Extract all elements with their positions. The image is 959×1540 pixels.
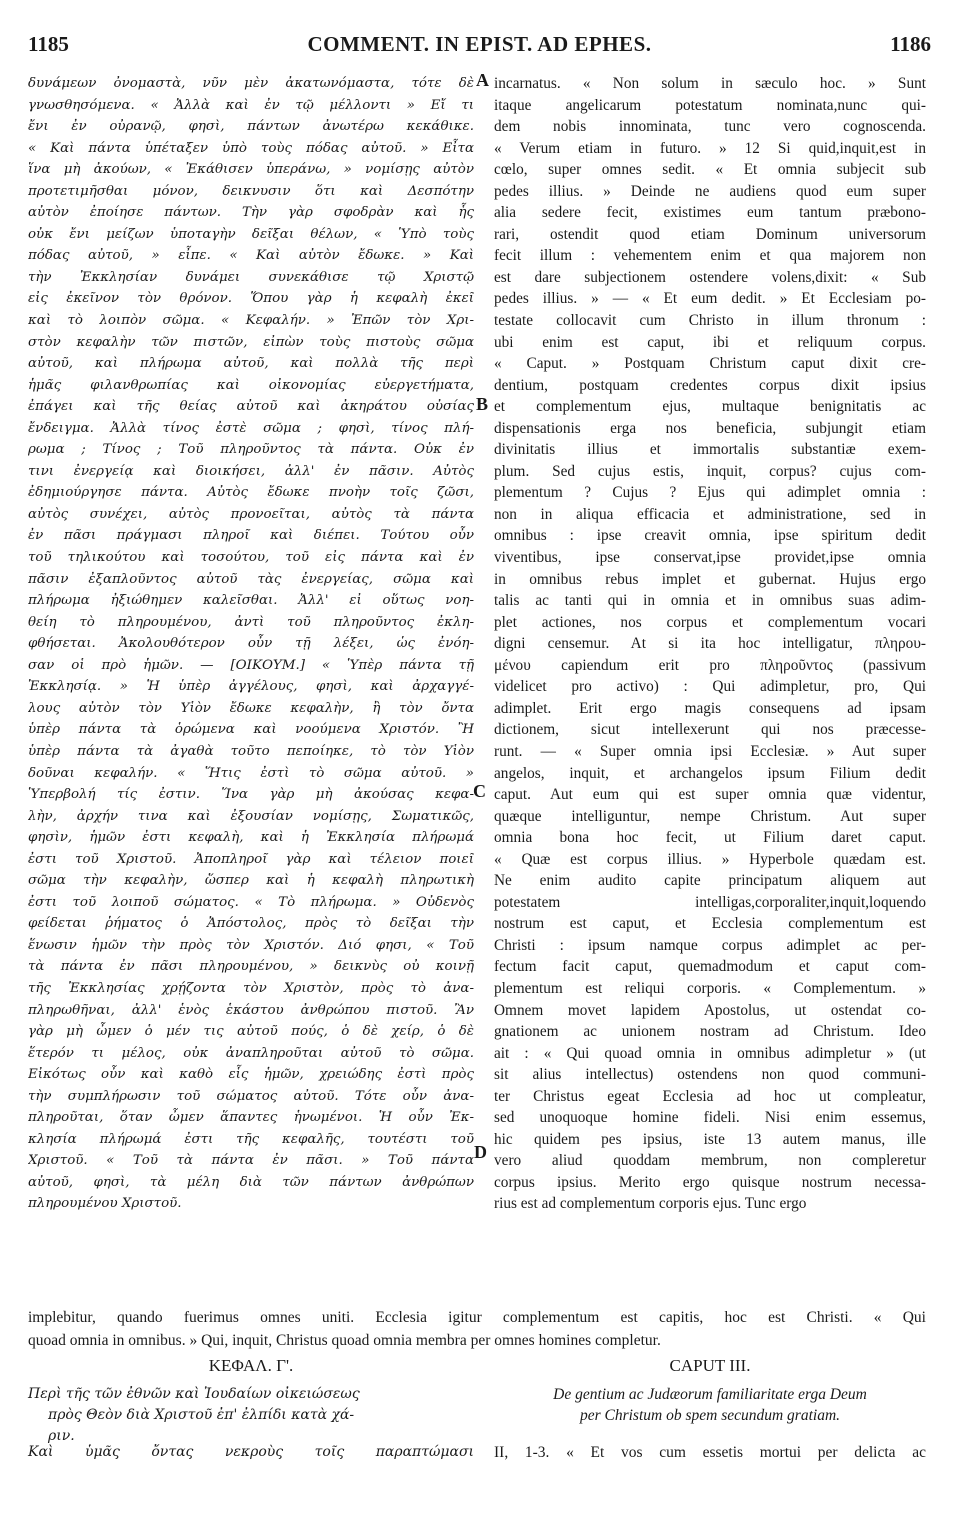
latin-text-line: runt. — « Super omnia ipsi Ecclesiæ. » Aut super <box>494 742 926 760</box>
full-width-line: implebitur, quando fuerimus omnes uniti. Ecclesia igitur complementum est capitis, hoc est Christi. « Qui <box>28 1309 926 1326</box>
latin-text-line: « Quæ est corpus illius. » Hyperbole quædam est. <box>494 850 926 868</box>
latin-text-line: dictionem, sicut intellexerunt qui nos præcesse- <box>494 721 926 739</box>
latin-text-line: Omnem movet lapidem Apostolus, ut ostendat co- <box>494 1001 926 1019</box>
greek-text-line: ἵνα μὴ ἀκούων, « Ἐκάθισεν ὑπεράνω, » νομίσῃς αὐτὸν <box>28 162 474 178</box>
greek-text-line: « Καὶ πάντα ὑπέταξεν ὑπὸ τοὺς πόδας αὐτοῦ. » Εἶτα <box>28 140 474 156</box>
latin-text-line: alia sedere fecit, existimes eum tantum præbono- <box>494 204 926 222</box>
latin-text-line: « Verum etiam in futuro. » 12 Si quid,inquit,est in <box>494 139 926 157</box>
greek-text-line: τὰ πάντα ἐν πᾶσι πληρουμένου, » δεικνὺς οὐ κοινῇ <box>28 959 474 975</box>
greek-text-line: λους αὐτὸν τὸν Υἱὸν ἔδωκε κεφαλὴν, ἢ τὸν ὄντα <box>28 700 474 716</box>
latin-text-line: plementum est reliqui corporis. « Complementum. » <box>494 979 926 997</box>
latin-text-line: viventibus, ipse conservat,ipse providet,ipse omnia <box>494 549 926 567</box>
greek-text-line: προτετιμῆσθαι μόνον, δεικνυσιν ὅτι καὶ Δεσπότην <box>28 183 474 199</box>
greek-text-line: πληροῦται, ὅταν ὦμεν ἅπαντες ἡνωμένοι. Ἡ οὖν Ἐκ- <box>28 1110 474 1126</box>
greek-text-line: ἐδημιούργησε πάντα. Αὐτὸς ἔδωκε πνοὴν τοῖς ζῶσι, <box>28 485 474 501</box>
greek-text-line: στὸν κεφαλὴν τῶν πιστῶν, εἰπὼν τοὺς πιστοὺς σῶμα <box>28 334 474 350</box>
greek-text-line: κλησία πλήρωμά ἐστι τῆς κεφαλῆς, τουτέστι τοῦ <box>28 1131 474 1147</box>
greek-text-line: ἔνδειγμα. Ἀλλὰ τίνος ἐστὲ σῶμα ; φησὶ, τίνος πλή- <box>28 420 474 436</box>
latin-text-line: ait : « Qui quoad omnia in omnibus adimpletur » (ut <box>494 1044 926 1062</box>
greek-text-line: ἐν πᾶσι πράγμασι πληροῖ καὶ διέπει. Τούτου οὖν <box>28 528 474 544</box>
greek-text-line: ρωμα ; Τίνος ; Τοῦ πληροῦντος τὰ πάντα. Οὐκ ἐν <box>28 442 474 458</box>
latin-text-line: rari, ostendit quod etiam Dominum universorum <box>494 225 926 243</box>
margin-marker-c: C <box>473 781 486 801</box>
latin-text-line: adimplet. Erit ergo magis consequens ad ipsam <box>494 699 926 717</box>
greek-text-line: σῶμα τὴν κεφαλὴν, ὥσπερ καὶ ἡ κεφαλὴ πληρωτικὴ <box>28 873 474 889</box>
latin-text-line: sit alius intellectus) ostendens non quod communi- <box>494 1066 926 1084</box>
greek-text-line: ἐπάγει καὶ τῆς θείας αὐτοῦ καὶ ἀκηράτου οὐσίας <box>28 399 474 415</box>
greek-text-line: αὐτὸν ἐποίησε πάντων. Τὴν γὰρ σφοδρὰν καὶ ἧς <box>28 205 474 221</box>
greek-text-line: ὑπὲρ πάντα τὰ ὁρώμενα καὶ νοούμενα Χριστόν. Ἢ <box>28 722 474 738</box>
greek-text-line: φθήσεται. Ἀκολουθότερον οὖν τῇ λέξει, ὡς ἐνόη- <box>28 636 474 652</box>
latin-text-line: plementum ? Cujus ? Ejus qui adimplet omnia : <box>494 484 926 502</box>
latin-text-line: est dare subjectionem ostendere volens,dixit: « Sub <box>494 268 926 286</box>
latin-text-line: rius est ad complementum corporis ejus. Tunc ergo <box>494 1195 807 1213</box>
latin-chapter-subtitle <box>494 1384 926 1426</box>
greek-text-line: ἕνωσιν ἡμῶν τὴν πρὸς τὸν Χριστόν. Διό φησι, « Τοῦ <box>28 937 474 953</box>
greek-text-line: τὴν συμπλήρωσιν τοῦ σώματος αὐτοῦ. Τότε οὖν ἀνα- <box>28 1088 474 1104</box>
greek-text-line: οὐκ ἔνι μείζων ὑποταγὴν δεῖξαι θέλων, « Ὑπὸ τοὺς <box>28 226 474 242</box>
latin-text-line: nostrum est caput, et Ecclesia complementum est <box>494 915 926 933</box>
margin-marker-b: B <box>476 394 489 414</box>
latin-chapter-heading: CAPUT III. <box>669 1356 751 1375</box>
greek-text-line: γὰρ μὴ ὦμεν ὁ μέν τις αὐτοῦ πούς, ὁ δὲ χείρ, ὁ δὲ <box>28 1024 474 1040</box>
latin-chapter-text: II, 1-3. « Et vos cum essetis mortui per delicta ac <box>494 1444 926 1461</box>
greek-text-line: ὑπὲρ πάντα τὰ ἀγαθὰ τοῦτο πεποίηκε, τὸ τὸν Υἱὸν <box>28 743 474 759</box>
latin-text-line: angelos, inquit, et archangelos ipsum Filium dedit <box>494 764 926 782</box>
latin-text-line: μένου capiendum erit pro πληροῦντος (passivum <box>494 656 926 674</box>
greek-text-line: αὐτοῦ, φησὶ, τὰ μέλη διὰ τῶν πάντων ἀνθρώπων <box>28 1174 474 1190</box>
greek-text-line: ἐστι τοῦ λοιποῦ σώματος. « Τὸ πλήρωμα. » Οὐδενὸς <box>28 894 474 910</box>
greek-text-line: φησὶν, ἡμῶν ἐστι κεφαλὴ, καὶ ἡ Ἐκκλησία πλήρωμά <box>28 830 474 846</box>
latin-text-line: pedes illius. » — « Et eum dedit. » Et Ecclesiam po- <box>494 290 926 308</box>
greek-text-line: τινι ἐνεργείᾳ καὶ διοικήσει, ἀλλ' ἐν πᾶσιν. Αὐτὸς <box>28 463 474 479</box>
full-width-line: quoad omnia in omnibus. » Qui, inquit, Christus quoad omnia membra per omnes homines completur. <box>28 1332 661 1349</box>
greek-chapter-text: Καὶ ὑμᾶς ὄντας νεκροὺς τοῖς παραπτώμασι <box>28 1444 474 1460</box>
latin-text-line: omnia bona hoc fecit, ut Filium daret caput. <box>494 829 926 847</box>
latin-text-line: plum. Sed cujus estis, inquit, corpus? cujus com- <box>494 462 926 480</box>
latin-text-line: divinitatis illius et immortalis substantiæ exem- <box>494 441 926 459</box>
greek-text-line: πληρωθῆναι, ἀλλ' ἑνὸς ἑκάστου ἀνθρώπου πιστοῦ. Ἂν <box>28 1002 474 1018</box>
latin-text-line: digni censemur. At si ita hoc intelligatur, πληρου- <box>494 635 926 653</box>
greek-text-line: Ἐκκλησίᾳ. » Ἡ ὑπὲρ ἀγγέλους, φησὶ, καὶ ἀρχαγγέ- <box>28 679 474 695</box>
margin-marker-a: A <box>476 70 489 90</box>
latin-text-line: corpus ipsius. Merito ergo quisque nostrum necessa- <box>494 1173 926 1191</box>
greek-text-line: πλήρωμα ἠξιώθημεν καλεῖσθαι. Ἀλλ' εἰ οὕτως νοη- <box>28 593 474 609</box>
latin-text-line: Ne enim audito capite principatum aliquem aut <box>494 872 926 890</box>
page-number-right: 1186 <box>890 32 931 56</box>
latin-text-line: dem nobis innominata, tunc vero cognoscenda. <box>494 118 926 136</box>
greek-text-line: θείη τὸ πληρουμένου, ἀντὶ τοῦ πληροῦντος ἐκλη- <box>28 614 474 630</box>
running-title: COMMENT. IN EPIST. AD EPHES. <box>307 32 652 56</box>
greek-text-line: ἕτερόν τι μέλος, οὐκ ἀναπληροῦται αὐτοῦ τὸ σῶμα. <box>28 1045 474 1061</box>
greek-text-line: δοῦναι κεφαλήν. « Ἥτις ἐστὶ τὸ σῶμα αὐτοῦ. » <box>28 765 474 781</box>
latin-text-line: quæque intelliguntur, nempe Christum. Aut super <box>494 807 926 825</box>
page-header <box>28 32 931 62</box>
latin-text-line: potestatem intelligas,corporaliter,inquit,loquendo <box>494 893 926 911</box>
greek-subtitle-line: ριν. <box>48 1428 75 1444</box>
latin-text-line: in omnibus rebus implet et gubernat. Hujus ergo <box>494 570 926 588</box>
greek-text-line: ἐστι τοῦ Χριστοῦ. Ἀποπληροῖ γὰρ καὶ τέλειον ποιεῖ <box>28 851 474 867</box>
greek-text-line: αὐτὸς συνέχει, αὐτὸς προνοεῖται, αὐτὸς τὰ πάντα <box>28 506 474 522</box>
latin-text-line: non in aliqua efficacia et administratione, sed in <box>494 505 926 523</box>
latin-text-line: cœlo, super omnes sedit. « Et omnia subjecit sub <box>494 161 926 179</box>
latin-text-line: fecit illum : vehementem enim et qua majorem non <box>494 247 926 265</box>
latin-text-line: caput. Aut eum qui est super omnia quæ videntur, <box>494 786 926 804</box>
latin-text-line: gnationem ac unionem nostram ad Christum. Ideo <box>494 1023 926 1041</box>
greek-subtitle-line: Περὶ τῆς τῶν ἐθνῶν καὶ Ἰουδαίων οἰκειώσεως <box>28 1386 360 1402</box>
greek-chapter-subtitle <box>28 1384 474 1447</box>
latin-text-line: testate collocavit cum Christo in illum thronum : <box>494 312 926 330</box>
greek-text-line: σαν οἱ πρὸ ἡμῶν. — [ΟΙΚΟΥΜ.] « Ὑπὲρ πάντα τῇ <box>28 657 474 673</box>
latin-text-line: plet actiones, nos corpus et complementum vocari <box>494 613 926 631</box>
latin-text-line: vero aliud quoddam membrum, non compleretur <box>494 1152 926 1170</box>
latin-text-line: Christi : ipsum namque corpus adimplet ac per- <box>494 936 926 954</box>
greek-text-line: πληρουμένου Χριστοῦ. <box>28 1196 182 1212</box>
latin-text-line: hic quidem pes ipsius, iste 13 autem manus, ille <box>494 1130 926 1148</box>
greek-text-line: αὐτοῦ, καὶ πλήρωμα αὐτοῦ, καὶ πολλὰ τῆς περὶ <box>28 356 474 372</box>
greek-subtitle-line: πρὸς Θεὸν διὰ Χριστοῦ ἐπ' ἐλπίδι κατὰ χά- <box>48 1407 355 1423</box>
greek-text-line: ἡμᾶς φιλανθρωπίας καὶ οἰκονομίας εὐεργετήματα, <box>28 377 474 393</box>
latin-text-line: dispensationis erga nos beneficia, subjungit etiam <box>494 419 926 437</box>
latin-text-line: itaque angelicarum potestatum nominata,nunc qui- <box>494 96 926 114</box>
latin-subtitle-line: per Christum ob spem secundum gratiam. <box>579 1407 841 1424</box>
full-width-text <box>28 1306 926 1352</box>
latin-text-line: pedes illius. » Deinde ne audiens quod eum super <box>494 182 926 200</box>
latin-text-line: dentium, postquam credentes corpus dixit ipsius <box>494 376 926 394</box>
greek-text-line: τῆς Ἐκκλησίας χρῄζοντα τὸν Χριστὸν, πρὸς τὸ ἀνα- <box>28 980 474 996</box>
latin-text-line: « Caput. » Postquam Christum caput dixit cre- <box>494 355 926 373</box>
margin-marker-d: D <box>474 1142 487 1162</box>
latin-text-line: sed unoquoque homine fideli. Nisi enim essemus, <box>494 1109 926 1127</box>
latin-text-line: et complementum ejus, multaque benignitatis ac <box>494 398 926 416</box>
latin-text-line: ter Christus egeat Ecclesia ad hoc ut compleatur, <box>494 1087 926 1105</box>
greek-text-line: καὶ τὸ λοιπὸν σῶμα. « Κεφαλήν. » Ἐπῶν τὸν Χρι- <box>28 313 474 329</box>
greek-text-line: λὴν, ἀρχήν τινα καὶ ἐξουσίαν νομίσῃς, Σωματικῶς, <box>28 808 474 824</box>
greek-column <box>28 73 474 1215</box>
latin-text-line: incarnatus. « Non solum in sæculo hoc. » Sunt <box>494 75 926 92</box>
greek-text-line: Χριστοῦ. « Τοῦ τὰ πάντα ἐν πᾶσι. » Τοῦ πάντα <box>28 1153 474 1169</box>
greek-text-line: φείδεται ῥήματος ὁ Ἀπόστολος, πρὸς τὸ δεῖξαι τὴν <box>28 916 474 932</box>
latin-text-line: talis ac tanti qui in omnia et in omnibus suas adim- <box>494 592 926 610</box>
page-number-left: 1185 <box>28 32 69 56</box>
greek-text-line: γνωσθησόμενα. « Ἀλλὰ καὶ ἐν τῷ μέλλοντι » Εἴ τι <box>28 97 474 113</box>
greek-text-line: Εἰκότως οὖν καὶ καθὸ εἷς ἡμῶν, χρειώδης ἐστὶ πρὸς <box>28 1067 474 1083</box>
greek-text-line: ἔνι ἐν οὐρανῷ, φησὶ, πάντων ἀνωτέρω κεκάθικε. <box>28 119 474 135</box>
greek-text-line: Ὑπερβολή τίς ἐστιν. Ἵνα γὰρ μὴ ἀκούσας κεφα- <box>28 787 474 803</box>
greek-text-line: πᾶσιν ἐξαπλοῦντος αὐτοῦ τὰς ἐνεργείας, σῶμα καὶ <box>28 571 474 587</box>
greek-text-line: τὴν Ἐκκλησίαν δυνάμει συνεκάθισε τῷ Χριστῷ <box>28 269 474 285</box>
latin-text-line: omnibus : ipse creavit omnia, ipse spiritum dedit <box>494 527 926 545</box>
greek-text-line: δυνάμεων ὀνομαστὰ, νῦν μὲν ἀκατωνόμαστα, τότε δὲ <box>28 76 474 91</box>
greek-text-line: εἰς ἐκεῖνον τὸν θρόνον. Ὅπου γὰρ ἡ κεφαλὴ ἐκεῖ <box>28 291 474 307</box>
latin-text-line: videlicet pro activo) : Qui adimpletur, pro, Qui <box>494 678 926 696</box>
latin-column <box>494 73 926 1215</box>
latin-subtitle-line: De gentium ac Judæorum familiaritate erga Deum <box>553 1386 867 1403</box>
greek-text-line: τοῦ τηλικούτου καὶ τοσούτου, τοῦ εἰς πάντα καὶ ἐν <box>28 550 474 566</box>
latin-text-line: fectum facit caput, quemadmodum et caput com- <box>494 958 926 976</box>
latin-text-line: ubi enim est caput, ibi et reliquum corpus. <box>494 333 926 351</box>
greek-chapter-heading: ΚΕΦΑΛ. Γ'. <box>208 1356 294 1375</box>
greek-text-line: πόδας αὐτοῦ, » εἶπε. « Καὶ αὐτὸν ἔδωκε. » Καὶ <box>28 248 474 264</box>
